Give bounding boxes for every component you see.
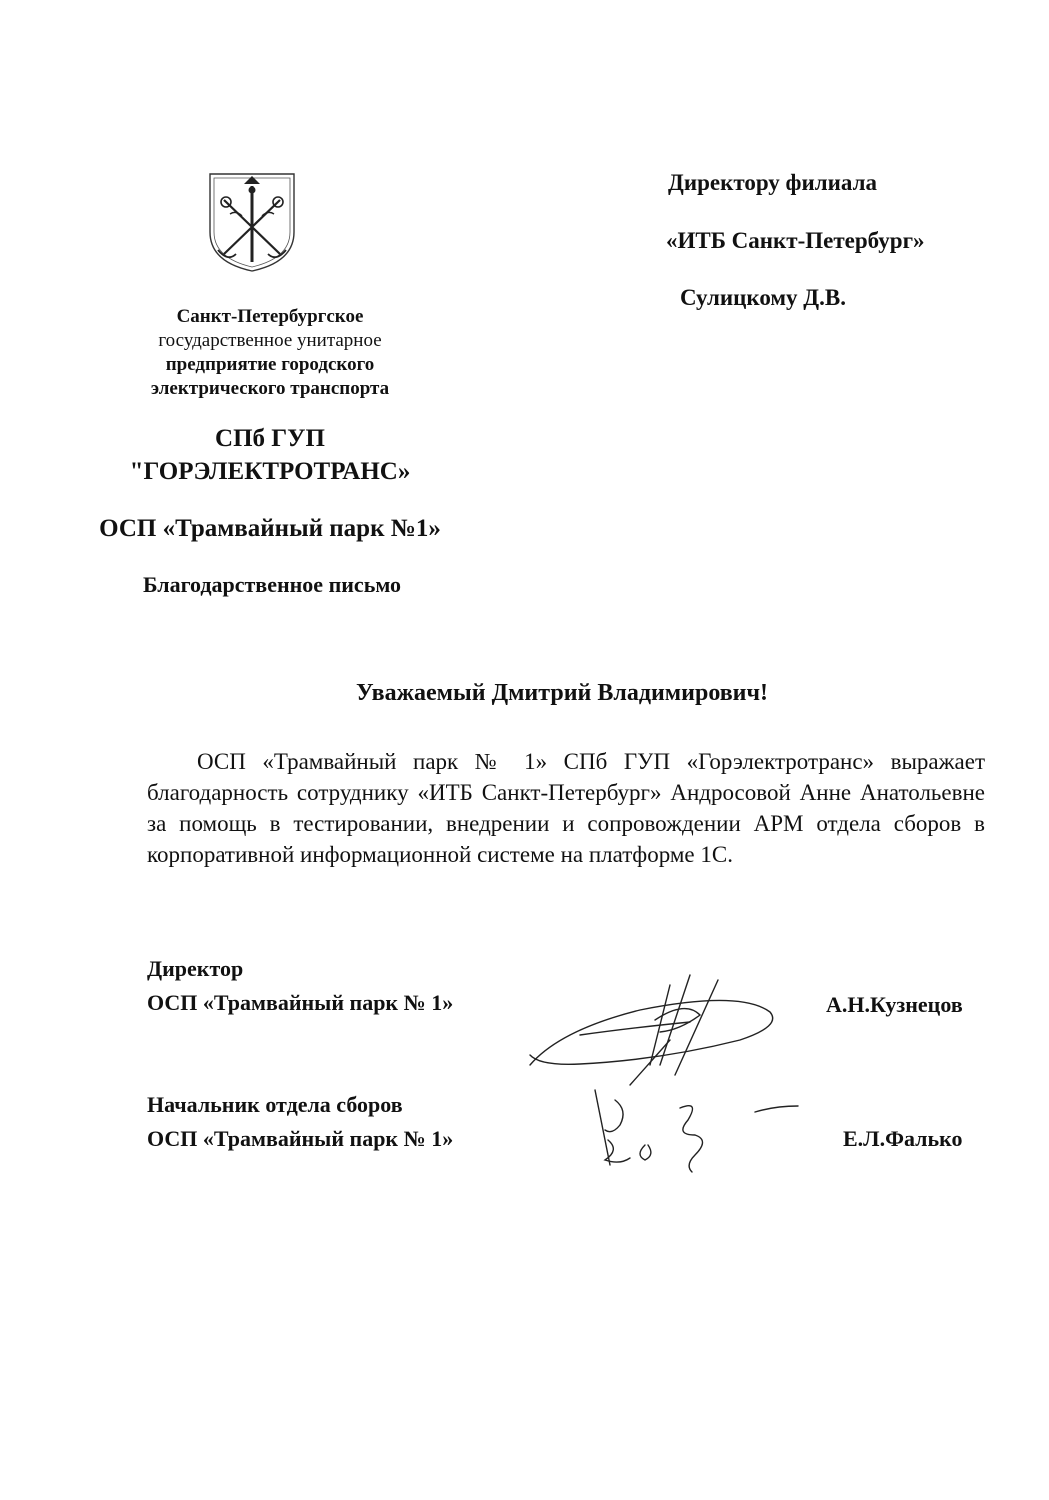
org-name-line-1: Санкт-Петербургское xyxy=(176,306,364,327)
org-name-line-2: государственное унитарное xyxy=(158,330,382,351)
signature-1-icon xyxy=(530,975,773,1085)
signatory-2-department: ОСП «Трамвайный парк № 1» xyxy=(147,1126,454,1151)
addressee-line-2: «ИТБ Санкт-Петербург» xyxy=(666,228,925,253)
signatory-1-department: ОСП «Трамвайный парк № 1» xyxy=(147,990,454,1015)
addressee-line-3: Сулицкому Д.В. xyxy=(680,285,846,310)
signatory-2-role: Начальник отдела сборов xyxy=(147,1092,403,1117)
org-short-name-line-1: СПб ГУП xyxy=(215,425,325,452)
greeting: Уважаемый Дмитрий Владимирович! xyxy=(356,680,769,706)
signatory-2-name: Е.Л.Фалько xyxy=(843,1126,963,1151)
coat-of-arms-icon xyxy=(206,170,298,274)
department-name: ОСП «Трамвайный парк №1» xyxy=(99,515,441,542)
org-short-name-line-2: "ГОРЭЛЕКТРОТРАНС» xyxy=(129,458,411,485)
signature-2-icon xyxy=(595,1090,798,1172)
org-name-line-4: электрического транспорта xyxy=(150,378,390,399)
letter-body: ОСП «Трамвайный парк № 1» СПб ГУП «Горэлектротранс» выражает благодарность сотруднику «ИТБ Санкт-Петербург» Андросовой Анне Анатольевне за помощь в тестировании, внедрении и сопровождении АРМ отдела сборов в корпоративной информационной системе на платформе 1С. xyxy=(147,749,985,867)
document-type: Благодарственное письмо xyxy=(142,572,402,597)
addressee-line-1: Директору филиала xyxy=(668,170,877,195)
handwritten-signatures xyxy=(520,960,810,1190)
org-name-line-3: предприятие городского xyxy=(165,354,375,375)
signatory-1-role: Директор xyxy=(147,956,244,981)
signatory-1-name: А.Н.Кузнецов xyxy=(826,992,963,1017)
